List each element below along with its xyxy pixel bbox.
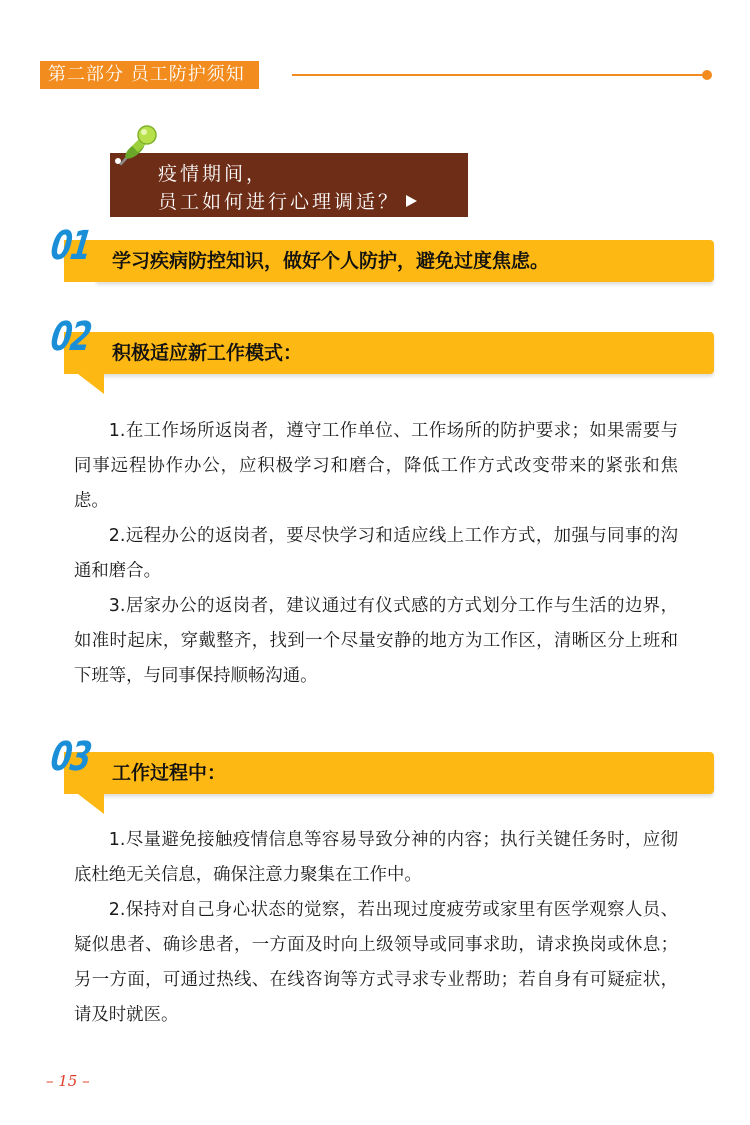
paragraph: 2.远程办公的返岗者，要尽快学习和适应线上工作方式，加强与同事的沟通和磨合。	[74, 526, 678, 581]
paragraph: 1.在工作场所返岗者，遵守工作单位、工作场所的防护要求；如果需要与同事远程协作办公，应积极学习和磨合，降低工作方式改变带来的紧张和焦虑。	[74, 421, 678, 511]
section-01-bar	[96, 240, 714, 282]
section-02-body	[74, 414, 678, 694]
paragraph: 2.保持对自己身心状态的觉察，若出现过度疲劳或家里有医学观察人员、疑似患者、确诊患者，一方面及时向上级领导或同事求助，请求换岗或休息；另一方面，可通过热线、在线咨询等方式寻求专业帮助；若自身有可疑症状，请及时就医。	[74, 900, 678, 1025]
section-01-title: 学习疾病防控知识，做好个人防护，避免过度焦虑。	[112, 250, 550, 272]
page-number: – 15 –	[46, 1072, 90, 1090]
question-box	[110, 153, 468, 217]
question-line-2	[158, 187, 417, 214]
section-03-title: 工作过程中：	[112, 762, 227, 784]
section-03-body	[74, 823, 678, 1033]
header-rule	[292, 74, 705, 76]
section-01-number: 01	[47, 223, 94, 269]
section-02-number: 02	[47, 314, 94, 360]
play-triangle-icon	[406, 195, 417, 207]
paragraph: 1.尽量避免接触疫情信息等容易导致分神的内容；执行关键任务时，应彻底杜绝无关信息，确保注意力聚集在工作中。	[74, 830, 678, 885]
paragraph: 3.居家办公的返岗者，建议通过有仪式感的方式划分工作与生活的边界，如准时起床，穿戴整齐，找到一个尽量安静的地方为工作区，清晰区分上班和下班等，与同事保持顺畅沟通。	[74, 596, 678, 686]
section-02-title: 积极适应新工作模式：	[112, 342, 303, 364]
section-03-bar	[96, 752, 714, 794]
question-line-2-text: 员工如何进行心理调适？	[158, 191, 401, 213]
section-header-title: 第二部分 员工防护须知	[48, 64, 245, 85]
pushpin-icon	[118, 124, 160, 166]
question-line-1: 疫情期间，	[158, 163, 269, 185]
section-03-number: 03	[47, 734, 94, 780]
section-02-bar	[96, 332, 714, 374]
section-header	[40, 61, 259, 89]
header-rule-dot	[702, 70, 712, 80]
